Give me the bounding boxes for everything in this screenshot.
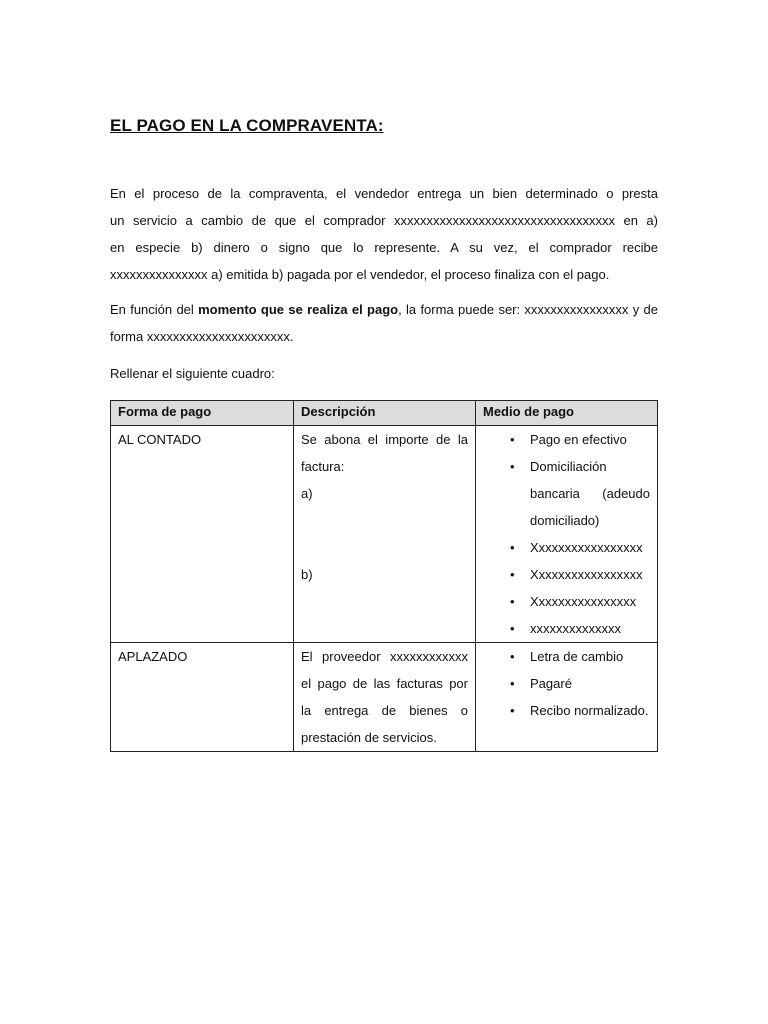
desc-line: factura: bbox=[301, 459, 345, 474]
medio-text: • Domiciliación bancaria (adeudo domiciliado) bbox=[530, 459, 650, 528]
medio-list bbox=[483, 426, 650, 642]
header-medio: Medio de pago bbox=[476, 401, 658, 426]
cell-forma: AL CONTADO bbox=[111, 426, 294, 643]
payment-table bbox=[110, 400, 658, 752]
table-header-row bbox=[111, 401, 658, 426]
desc-a: a) bbox=[301, 486, 313, 501]
intro-line: xxxxxxxxxxxxxxx a) emitida b) pagada por el vendedor, el proceso finaliza con el pago. bbox=[110, 267, 610, 282]
intro-line: un servicio a cambio de que el comprador xxxxxxxxxxxxxxxxxxxxxxxxxxxxxxxxxx en a) bbox=[110, 213, 658, 228]
desc-b: b) bbox=[301, 567, 313, 582]
p2-before: En función del bbox=[110, 302, 199, 317]
medio-list bbox=[483, 643, 650, 724]
table-row bbox=[111, 426, 658, 643]
desc-line: la entrega de bienes o bbox=[301, 703, 468, 718]
cell-forma: APLAZADO bbox=[111, 643, 294, 752]
table-row bbox=[111, 643, 658, 752]
cell-descripcion bbox=[294, 643, 476, 752]
list-item: • Letra de cambio bbox=[530, 643, 650, 670]
list-item: • Pagaré bbox=[530, 670, 650, 697]
p2-bold: momento que se realiza el pago bbox=[198, 302, 399, 317]
intro-paragraph bbox=[110, 180, 658, 288]
desc-line: el pago de las facturas por bbox=[301, 676, 468, 691]
payment-moment-paragraph bbox=[110, 296, 658, 350]
intro-line: En el proceso de la compraventa, el vendedor entrega un bien determinado o presta bbox=[110, 186, 658, 201]
list-item: • xxxxxxxxxxxxxx bbox=[530, 615, 650, 642]
list-item: • Xxxxxxxxxxxxxxxxx bbox=[530, 561, 650, 588]
header-forma: Forma de pago bbox=[111, 401, 294, 426]
list-item bbox=[530, 453, 650, 534]
page-title: EL PAGO EN LA COMPRAVENTA: bbox=[110, 116, 384, 135]
desc-line: El proveedor xxxxxxxxxxxx bbox=[301, 649, 468, 664]
header-descripcion: Descripción bbox=[294, 401, 476, 426]
cell-medio bbox=[476, 643, 658, 752]
cell-medio bbox=[476, 426, 658, 643]
cell-descripcion bbox=[294, 426, 476, 643]
instruction-paragraph: Rellenar el siguiente cuadro: bbox=[110, 366, 275, 381]
desc-line: prestación de servicios. bbox=[301, 730, 437, 745]
intro-line: en especie b) dinero o signo que lo represente. A su vez, el comprador recibe bbox=[110, 240, 658, 255]
p2-after: , la forma puede ser: xxxxxxxxxxxxxxxx y de forma xxxxxxxxxxxxxxxxxxxxxx. bbox=[110, 302, 658, 344]
desc-line: Se abona el importe de la bbox=[301, 432, 468, 447]
list-item: • Pago en efectivo bbox=[530, 426, 650, 453]
list-item: • Recibo normalizado. bbox=[530, 697, 650, 724]
list-item: • Xxxxxxxxxxxxxxxx bbox=[530, 588, 650, 615]
list-item: • Xxxxxxxxxxxxxxxxx bbox=[530, 534, 650, 561]
